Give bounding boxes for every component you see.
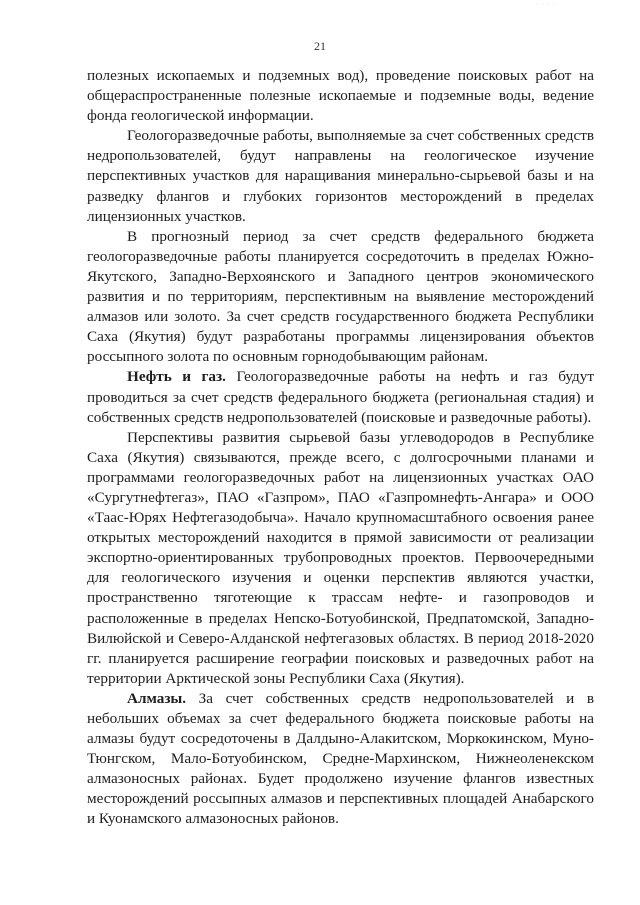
paragraph-forecast-period <box>87 227 594 368</box>
paragraph-text: За счет собственных средств недропользователей и в небольших объемах за счет федерального бюджета поисковые работы на алмазы будут сосредоточены в Далдыно-Алакитском, Моркокинском, Муно-Тюнгском, Мало-Ботуобинском, Средне-Мархинском, Нижнеоленекском алмазоносных районах. Будет продолжено изучение флангов известных месторождений россыпных алмазов и перспективных площадей Анабарского и Куонамского алмазоносных районов. <box>87 689 594 828</box>
paragraph-exploration-own-funds <box>87 126 594 226</box>
paragraph-text: В прогнозный период за счет средств федерального бюджета геологоразведочные работы планируется сосредоточить в пределах Южно-Якутского, Западно-Верхоянского и Западного центров экономического развития и по территориям, перспективным на выявление месторождений алмазов или золото. За счет средств государственного бюджета Республики Саха (Якутия) будут разработаны программы лицензирования объектов россыпного золота по основным горнодобывающим районам. <box>87 227 594 366</box>
paragraph-continuation <box>87 66 594 126</box>
paragraph-text: полезных ископаемых и подземных вод), проведение поисковых работ на общераспространенные полезные ископаемые и подземные воды, ведение фонда геологической информации. <box>87 67 594 125</box>
paragraph-oil-and-gas <box>87 367 594 427</box>
section-lead-oil-gas: Нефть и газ. <box>127 368 226 386</box>
corner-mark: · · · · <box>536 2 556 8</box>
paragraph-diamonds <box>87 689 594 830</box>
paragraph-text: Геологоразведочные работы, выполняемые за счет собственных средств недропользователей, будут направлены на геологическое изучение перспективных участков для наращивания минерально-сырьевой базы и на разведку флангов и глубоких горизонтов месторождений в пределах лицензионных участков. <box>87 127 594 225</box>
section-lead-diamonds: Алмазы. <box>127 689 187 707</box>
body-text <box>87 66 594 830</box>
paragraph-text: Геологоразведочные работы на нефть и газ будут проводиться за счет средств федерального бюджета (региональная стадия) и собственных средств недропользователей (поисковые и разведочные работы). <box>87 368 594 426</box>
paragraph-text: Перспективы развития сырьевой базы углеводородов в Республике Саха (Якутия) связываются, прежде всего, с долгосрочными планами и программами геологоразведочных работ на лицензионных участках ОАО «Сургутнефтегаз», ПАО «Газпром», ПАО «Газпромнефть-Ангара» и ООО «Таас-Юрях Нефтегазодобыча». Начало крупномасштабного освоения ранее открытых месторождений находится в прямой зависимости от реализации экспортно-ориентированных трубопроводных проектов. Первоочередными для геологического изучения и оценки перспектив являются участки, пространственно тяготеющие к трассам нефте- и газопроводов и расположенные в пределах Непско-Ботуобинской, Предпатомской, Западно-Вилюйской и Северо-Алданской нефтегазовых областях. В период 2018-2020 гг. планируется расширение географии поисковых и разведочных работ на территории Арктической зоны Республики Саха (Якутия). <box>87 428 594 687</box>
page-number: 21 <box>314 39 326 53</box>
paragraph-hydrocarbon-prospects <box>87 428 594 689</box>
